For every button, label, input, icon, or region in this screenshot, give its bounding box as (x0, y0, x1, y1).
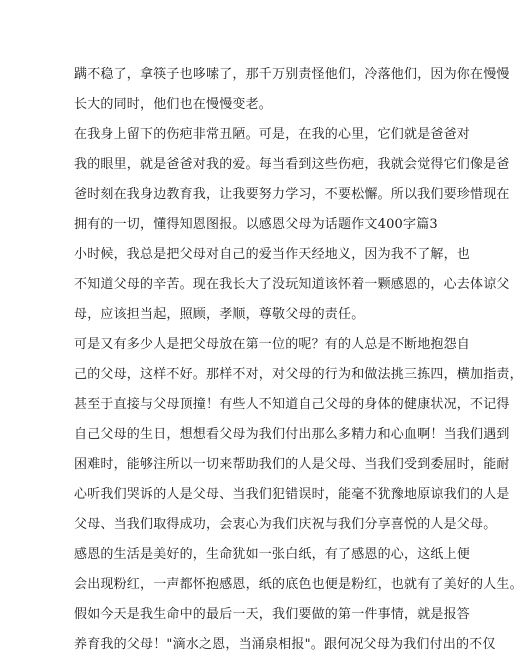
text-line: 会出现粉红，一声都怀抱感恩，纸的底色也便是粉红，也就有了美好的人生。 (74, 577, 523, 592)
text-line: 养育我的父母！"滴水之恩，当涌泉相报"。跟何况父母为我们付出的不仅 (74, 637, 496, 652)
text-line: 自己父母的生日，想想看父母为我们付出那么多精力和心血啊！当我们遇到 (74, 427, 510, 442)
text-line: 蹒不稳了，拿筷子也哆嗦了，那千万别责怪他们，冷落他们，因为你在慢慢 (74, 67, 510, 82)
text-line: 困难时，能够注所以一切来帮助我们的人是父母、当我们受到委屈时，能耐 (74, 457, 510, 472)
text-line: 母，应该担当起，照顾，孝顺，尊敬父母的责任。 (74, 307, 365, 322)
paragraph (74, 600, 496, 660)
paragraph (74, 120, 510, 240)
text-line: 爸时刻在我身边教育我，让我要努力学习，不要松懈。所以我们要珍惜现在 (74, 187, 510, 202)
text-line: 甚至于直接与父母顶撞！有些人不知道自己父母的身体的健康状况，不记得 (74, 397, 510, 412)
text-line: 心听我们哭诉的人是父母、当我们犯错误时，能毫不犹豫地原谅我们的人是 (74, 487, 510, 502)
text-line: 小时候，我总是把父母对自己的爱当作天经地义，因为我不了解，也 (74, 247, 471, 262)
text-line: 在我身上留下的伤疤非常丑陋。可是，在我的心里，它们就是爸爸对 (74, 127, 471, 142)
text-line: 长大的同时，他们也在慢慢变老。 (74, 97, 273, 112)
text-line: 父母、当我们取得成功，会衷心为我们庆祝与我们分享喜悦的人是父母。 (74, 517, 497, 532)
paragraph (74, 240, 510, 330)
paragraph (74, 540, 523, 600)
text-line: 假如今天是我生命中的最后一天，我们要做的第一件事情，就是报答 (74, 607, 471, 622)
paragraph (74, 60, 510, 120)
text-line: 可是又有多少人是把父母放在第一位的呢？有的人总是不断地抱怨自 (74, 337, 471, 352)
text-line: 不知道父母的辛苦。现在我长大了没玩知道该怀着一颗感恩的，心去体谅父 (74, 277, 510, 292)
text-line: 我的眼里，就是爸爸对我的爱。每当看到这些伤疤，我就会觉得它们像是爸 (74, 157, 510, 172)
text-line: 感恩的生活是美好的，生命犹如一张白纸，有了感恩的心，这纸上便 (74, 547, 471, 562)
paragraph (74, 330, 523, 540)
text-line: 己的父母，这样不好。那样不对，对父母的行为和做法挑三拣四，横加指责， (74, 367, 523, 382)
document-body (74, 60, 523, 660)
text-line: 拥有的一切，懂得知恩图报。以感恩父母为话题作文400字篇3 (74, 217, 438, 232)
